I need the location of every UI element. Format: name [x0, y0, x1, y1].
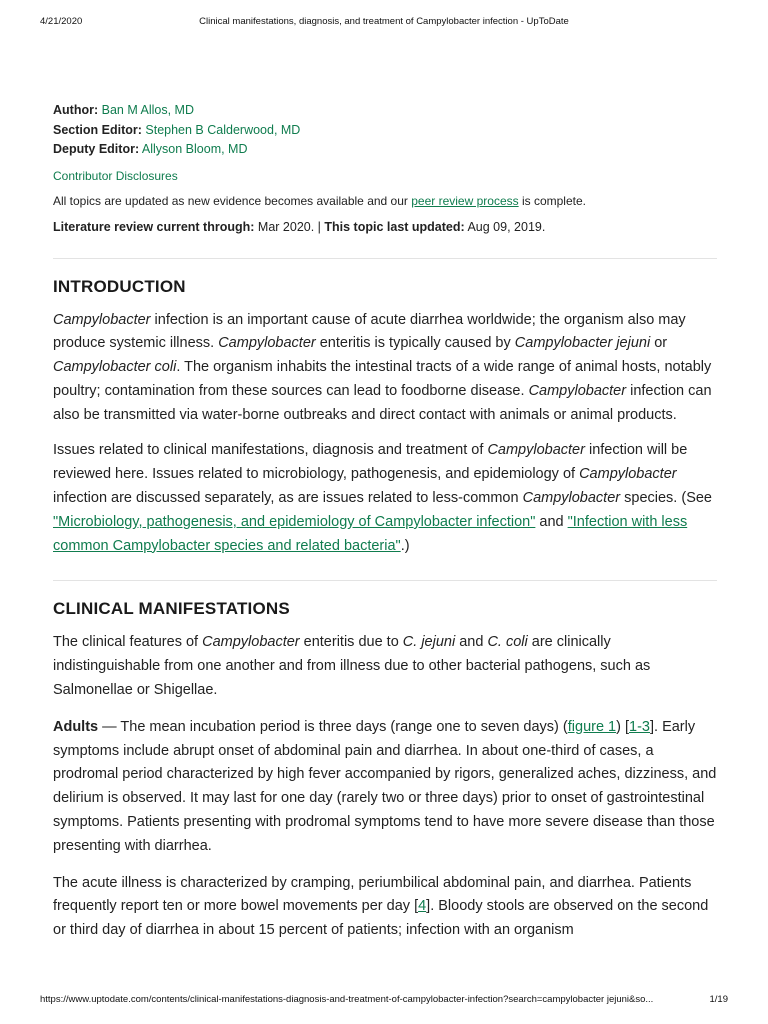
italic-term: Campylobacter jejuni	[514, 335, 651, 352]
introduction-heading: INTRODUCTION	[53, 276, 186, 296]
acute-illness-paragraph	[53, 872, 717, 943]
italic-term: Campylobacter	[53, 311, 151, 328]
text-run: infection will be reviewed here. Issues related to microbiology, pathogenesis, and epidemiology of	[53, 442, 688, 483]
cross-reference-link[interactable]: 4	[418, 898, 427, 915]
lit-review-label: Literature review current through:	[53, 219, 255, 234]
text-run: ) [	[616, 718, 630, 735]
print-url: https://www.uptodate.com/contents/clinical-manifestations-diagnosis-and-treatment-of-campylobacter-infection?search=campylobacter jejuni&so...	[40, 994, 654, 1005]
introduction-paragraph-2	[53, 439, 717, 558]
deputy-editor-link[interactable]: Allyson Bloom, MD	[141, 142, 248, 156]
print-date: 4/21/2020	[40, 16, 83, 27]
print-document-title: Clinical manifestations, diagnosis, and treatment of Campylobacter infection - UpToDate	[199, 16, 569, 27]
introduction-paragraph-1	[53, 309, 717, 428]
adults-paragraph	[53, 716, 717, 859]
deputy-editor-label: Deputy Editor:	[53, 142, 140, 156]
text-run: infection is an important cause of acute diarrhea worldwide; the organism also may produce systemic illness.	[53, 311, 686, 352]
last-updated-label: This topic last updated:	[324, 219, 465, 234]
author-link[interactable]: Ban M Allos, MD	[101, 103, 194, 117]
text-run: and	[455, 634, 488, 651]
text-run: are clinically indistinguishable from one another and from illness due to other bacterial pathogens, such as Salmonellae or Shigellae.	[53, 634, 651, 699]
italic-term: Campylobacter	[579, 466, 677, 483]
author-label: Author:	[53, 103, 99, 117]
article-content	[53, 101, 717, 943]
text-run: Issues related to clinical manifestations, diagnosis and treatment of	[53, 442, 488, 459]
italic-term: Campylobacter	[218, 335, 316, 352]
section-editor-link[interactable]: Stephen B Calderwood, MD	[145, 122, 301, 137]
text-run: infection are discussed separately, as are issues related to less-common	[53, 490, 523, 507]
text-run: The clinical features of	[53, 634, 203, 651]
text-run: or	[650, 335, 668, 352]
update-notice-prefix: All topics are updated as new evidence becomes available and our	[53, 193, 412, 208]
clinical-manifestations-heading: CLINICAL MANIFESTATIONS	[53, 599, 290, 619]
italic-term: Campylobacter	[487, 442, 585, 459]
section-divider	[53, 580, 717, 581]
italic-term: Campylobacter	[522, 490, 621, 507]
lit-review-value: Mar 2020. |	[254, 219, 325, 234]
text-run: The acute illness is characterized by cramping, periumbilical abdominal pain, and diarrhea. Patients frequently report ten or more bowel movements per day [	[53, 874, 692, 915]
deputy-editor-line	[53, 140, 717, 160]
last-updated-value: Aug 09, 2019.	[464, 219, 546, 234]
print-header	[0, 16, 768, 30]
italic-term: C. jejuni	[402, 634, 456, 651]
text-run: infection can also be transmitted via water-borne outbreaks and direct contact with animals or animal products.	[53, 382, 712, 423]
cross-reference-link[interactable]: "Microbiology, pathogenesis, and epidemiology of Campylobacter infection"	[53, 513, 536, 530]
text-run: .)	[400, 537, 410, 554]
contributor-disclosures-link[interactable]: Contributor Disclosures	[53, 168, 178, 183]
italic-term: Campylobacter	[202, 634, 300, 651]
text-run: — The mean incubation period is three days (range one to seven days) (	[98, 718, 568, 735]
section-divider	[53, 258, 717, 259]
text-run: enteritis due to	[299, 634, 403, 651]
peer-review-process-link[interactable]: peer review process	[411, 193, 519, 208]
clinical-paragraph-1	[53, 631, 717, 702]
page-number: 1/19	[709, 994, 728, 1005]
italic-term: Campylobacter	[528, 382, 627, 399]
text-run: enteritis is typically caused by	[315, 335, 515, 352]
disclosures-line	[53, 167, 717, 185]
review-dates	[53, 218, 717, 236]
update-notice-suffix: is complete.	[518, 193, 586, 208]
cross-reference-link[interactable]: "Infection with less common Campylobacter species and related bacteria"	[53, 513, 688, 554]
cross-reference-link[interactable]: figure 1	[567, 718, 617, 735]
author-line	[53, 101, 717, 121]
update-notice	[53, 192, 717, 210]
cross-reference-link[interactable]: 1-3	[629, 718, 650, 735]
text-run: ]. Early symptoms include abrupt onset of abdominal pain and diarrhea. In about one-third of cases, a prodromal period characterized by high fever accompanied by rigors, generalized aches, dizziness, and delirium is observed. It may last for one day (rarely two or three days) prior to onset of gastrointestinal symptoms. Patients presenting with prodromal symptoms tend to have more severe disease than those presenting with diarrhea.	[53, 718, 717, 854]
text-run: ]. Bloody stools are observed on the second or third day of diarrhea in about 15 percent of patients; infection with an organism	[53, 898, 709, 939]
italic-term: Campylobacter coli	[53, 359, 177, 376]
text-run: . The organism inhabits the intestinal tracts of a wide range of animal hosts, notably poultry; contamination from these sources can lead to foodborne disease.	[53, 359, 712, 399]
subheading-label: Adults	[53, 718, 99, 735]
text-run: and	[535, 513, 568, 530]
section-editor-line	[53, 121, 717, 141]
section-editor-label: Section Editor:	[53, 122, 142, 137]
italic-term: C. coli	[487, 634, 528, 651]
text-run: species. (See	[620, 490, 712, 507]
